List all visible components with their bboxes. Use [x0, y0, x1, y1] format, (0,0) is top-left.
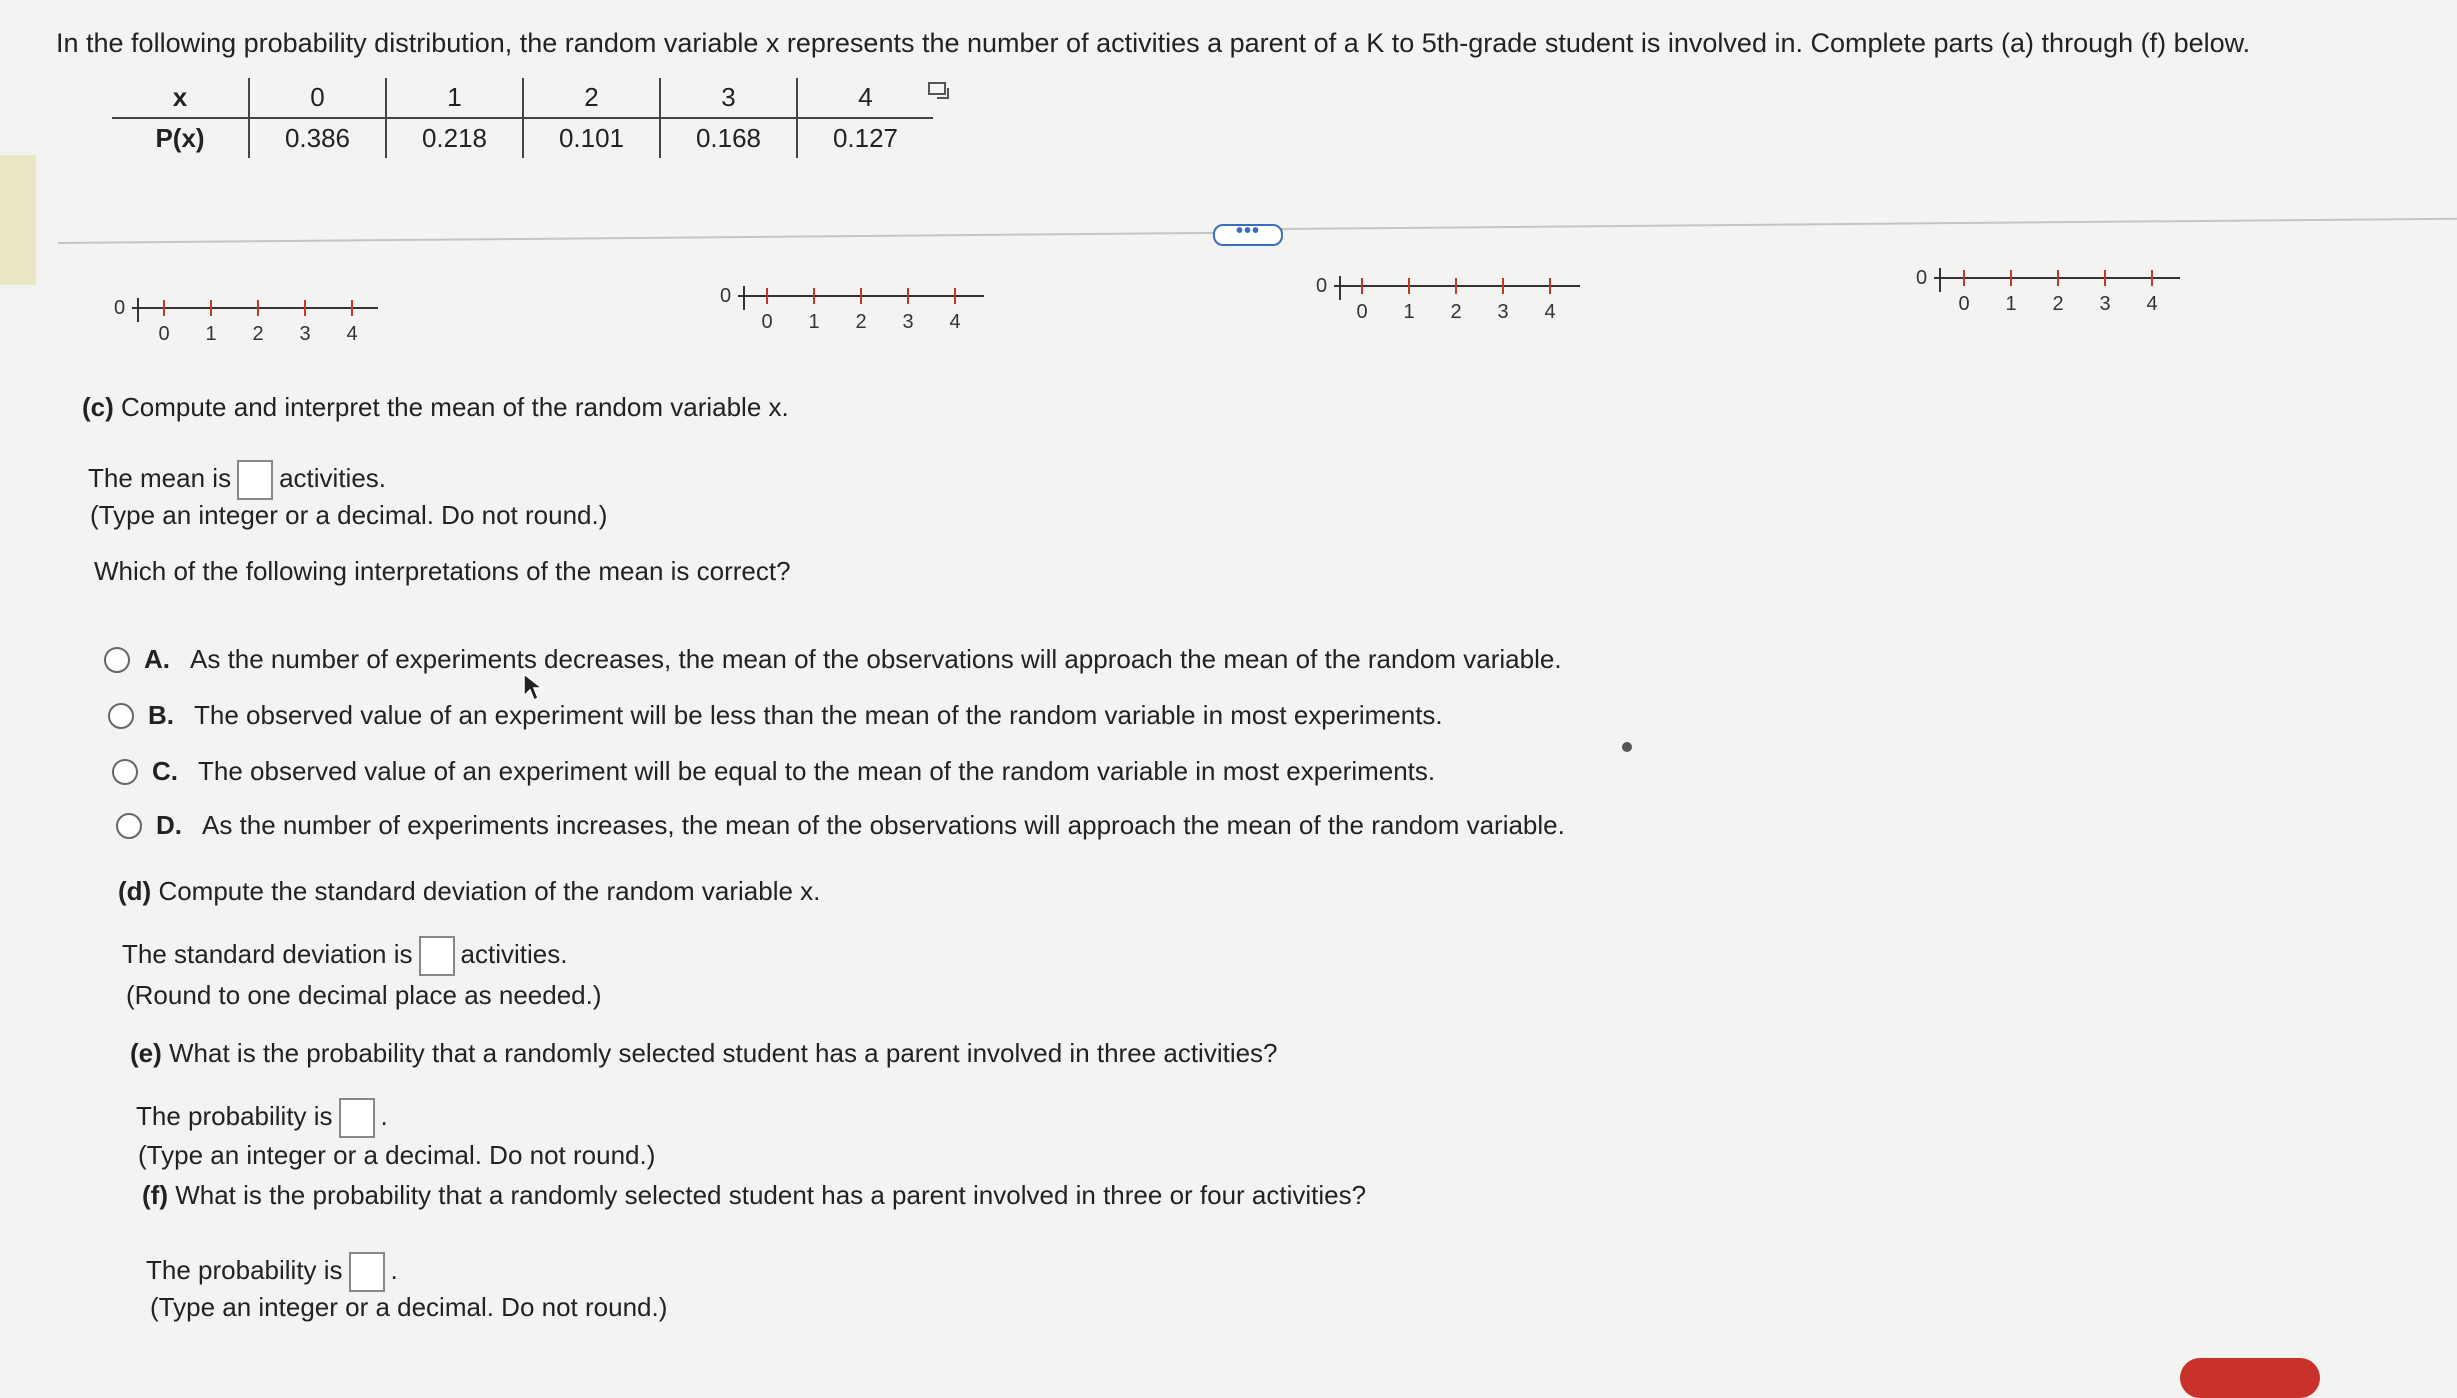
- graph-option-axis-3[interactable]: [1312, 270, 1592, 330]
- axis-tick-label: 0: [1958, 293, 1970, 315]
- axis-tick-label: 3: [1497, 301, 1509, 323]
- p-value: 0.218: [386, 118, 523, 158]
- axis-tick-label: 3: [2099, 293, 2111, 315]
- axis-tick-label: 1: [808, 311, 820, 333]
- part-d-label: (d): [118, 876, 152, 906]
- graph-option-axis-4[interactable]: [1912, 262, 2192, 322]
- mean-hint: (Type an integer or a decimal. Do not round.): [90, 500, 608, 530]
- choice-d-text: As the number of experiments increases, the mean of the observations will approach the mean of the random variable.: [202, 810, 1565, 840]
- axis-tick-label: 1: [2005, 293, 2017, 315]
- probability-table: [112, 78, 933, 158]
- radio-a[interactable]: [104, 647, 130, 673]
- prob-three-four-hint: (Type an integer or a decimal. Do not round.): [150, 1292, 668, 1322]
- axis-tick-label: 2: [2052, 293, 2064, 315]
- interpretation-question: Which of the following interpretations of the mean is correct?: [94, 556, 791, 586]
- part-e-question-text: What is the probability that a randomly selected student has a parent involved in three activities?: [169, 1038, 1278, 1068]
- section-divider-right: [1279, 218, 2457, 230]
- p-value: 0.168: [660, 118, 797, 158]
- prob-three-four-answer-suffix: .: [390, 1254, 398, 1285]
- p-value: 0.101: [523, 118, 660, 158]
- part-c-question-text: Compute and interpret the mean of the random variable x.: [121, 392, 789, 422]
- check-answer-button[interactable]: [2180, 1358, 2320, 1398]
- mean-answer-prefix: The mean is: [88, 462, 232, 493]
- part-e-question: [130, 1038, 1278, 1069]
- radio-c[interactable]: [112, 759, 138, 785]
- choice-b[interactable]: [108, 700, 1443, 731]
- sd-hint: (Round to one decimal place as needed.): [126, 980, 602, 1010]
- x-value: 0: [249, 78, 386, 118]
- prob-three-answer-suffix: .: [380, 1100, 388, 1131]
- choice-c-letter: C.: [152, 756, 178, 786]
- axis-tick-label: 3: [299, 323, 311, 345]
- part-e-label: (e): [130, 1038, 162, 1068]
- graph-option-axis-2[interactable]: [716, 280, 996, 340]
- axis-tick-label: 2: [1450, 301, 1462, 323]
- more-options-button[interactable]: •••: [1213, 224, 1283, 246]
- choice-c[interactable]: [112, 756, 1435, 787]
- left-accent-bar: [0, 155, 36, 285]
- mouse-cursor-icon: [522, 672, 546, 702]
- prob-three-hint: (Type an integer or a decimal. Do not round.): [138, 1140, 656, 1170]
- prob-three-answer-row: [136, 1098, 388, 1138]
- prob-three-four-input[interactable]: [349, 1252, 385, 1292]
- prob-three-four-answer-prefix: The probability is: [146, 1254, 343, 1285]
- sd-answer-prefix: The standard deviation is: [122, 938, 413, 969]
- choice-d[interactable]: [116, 810, 1565, 841]
- part-d-question: [118, 876, 820, 907]
- graph-option-axis-1[interactable]: [110, 292, 390, 352]
- screen-speck: [1622, 742, 1632, 752]
- choice-b-letter: B.: [148, 700, 174, 730]
- radio-d[interactable]: [116, 813, 142, 839]
- p-value: 0.127: [797, 118, 933, 158]
- axis-origin-label: 0: [114, 297, 126, 319]
- axis-tick-label: 1: [205, 323, 217, 345]
- x-value: 4: [797, 78, 933, 118]
- choice-a-letter: A.: [144, 644, 170, 674]
- choice-a-text: As the number of experiments decreases, the mean of the observations will approach the mean of the random variable.: [190, 644, 1562, 674]
- part-f-question-text: What is the probability that a randomly selected student has a parent involved in three or four activities?: [175, 1180, 1367, 1210]
- sd-answer-row: [122, 936, 567, 976]
- part-c-label: (c): [82, 392, 114, 422]
- choice-c-text: The observed value of an experiment will be equal to the mean of the random variable in most experiments.: [198, 756, 1436, 786]
- axis-origin-label: 0: [1316, 275, 1328, 297]
- axis-tick-label: 3: [902, 311, 914, 333]
- prob-three-input[interactable]: [339, 1098, 375, 1138]
- sd-input[interactable]: [419, 936, 455, 976]
- part-f-question: [142, 1180, 1366, 1211]
- axis-tick-label: 1: [1403, 301, 1415, 323]
- axis-tick-label: 2: [855, 311, 867, 333]
- axis-tick-label: 2: [252, 323, 264, 345]
- axis-tick-label: 0: [761, 311, 773, 333]
- axis-tick-label: 4: [949, 311, 961, 333]
- sd-answer-suffix: activities.: [460, 938, 568, 969]
- x-value: 2: [523, 78, 660, 118]
- axis-origin-label: 0: [1916, 267, 1928, 289]
- mean-answer-suffix: activities.: [279, 462, 386, 493]
- prob-three-answer-prefix: The probability is: [136, 1100, 333, 1131]
- part-c-question: [82, 392, 789, 423]
- px-header: P(x): [112, 118, 249, 158]
- x-value: 3: [660, 78, 797, 118]
- axis-tick-label: 4: [2146, 293, 2158, 315]
- part-d-question-text: Compute the standard deviation of the random variable x.: [158, 876, 821, 906]
- p-value: 0.386: [284, 123, 351, 153]
- choice-b-text: The observed value of an experiment will be less than the mean of the random variable in most experiments.: [194, 700, 1443, 730]
- problem-intro: In the following probability distribution, the random variable x represents the number of activities a parent of a K to 5th-grade student is involved in. Complete parts (a) through (f) below.: [56, 28, 2251, 58]
- axis-origin-label: 0: [720, 285, 732, 307]
- axis-tick-label: 4: [1544, 301, 1556, 323]
- section-divider-left: [58, 232, 1218, 244]
- prob-three-four-answer-row: [146, 1252, 398, 1292]
- x-value: 1: [386, 78, 523, 118]
- axis-tick-label: 0: [158, 323, 170, 345]
- x-header: x: [112, 78, 249, 118]
- mean-answer-row: [88, 460, 386, 500]
- radio-b[interactable]: [108, 703, 134, 729]
- axis-tick-label: 4: [346, 323, 358, 345]
- part-f-label: (f): [142, 1180, 168, 1210]
- choice-d-letter: D.: [156, 810, 182, 840]
- mean-input[interactable]: [237, 460, 273, 500]
- choice-a[interactable]: [104, 644, 1562, 675]
- axis-tick-label: 0: [1356, 301, 1368, 323]
